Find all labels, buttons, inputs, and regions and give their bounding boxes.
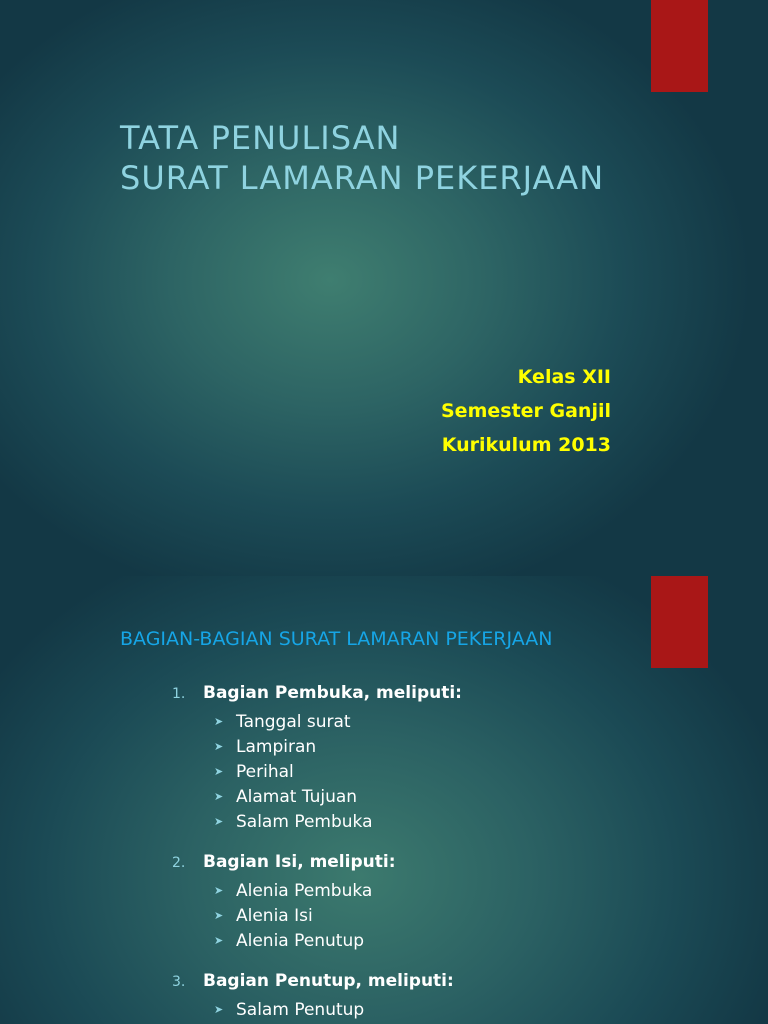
arrow-bullet-icon: ➤ bbox=[214, 909, 224, 922]
list-item bbox=[172, 734, 462, 759]
section-title: Bagian Pembuka, meliputi: bbox=[203, 683, 462, 703]
slide-2 bbox=[0, 576, 768, 1024]
subtitle-semester: Semester Ganjil bbox=[441, 400, 611, 422]
list-item bbox=[172, 809, 462, 834]
list-item bbox=[172, 759, 462, 784]
list-item bbox=[172, 997, 462, 1022]
section-number: 3. bbox=[172, 974, 186, 990]
list-item bbox=[172, 709, 462, 734]
title-line-1: TATA PENULISAN bbox=[120, 119, 401, 157]
subtitle-curriculum: Kurikulum 2013 bbox=[441, 434, 611, 456]
subtitle-class: Kelas XII bbox=[517, 366, 611, 388]
section-number: 2. bbox=[172, 855, 186, 871]
red-accent-tab bbox=[651, 0, 708, 92]
section-title: Bagian Isi, meliputi: bbox=[203, 852, 396, 872]
list-item-label: Alenia Penutup bbox=[236, 930, 365, 951]
list-item bbox=[172, 928, 462, 953]
list-item-label: Salam Pembuka bbox=[236, 811, 373, 832]
list-item bbox=[172, 784, 462, 809]
arrow-bullet-icon: ➤ bbox=[214, 884, 224, 897]
section-header bbox=[172, 683, 462, 709]
outline-section bbox=[172, 683, 462, 834]
list-item bbox=[172, 903, 462, 928]
list-item-label: Alamat Tujuan bbox=[236, 786, 358, 807]
section-outline bbox=[172, 683, 462, 1024]
section-header bbox=[172, 971, 462, 997]
section-header bbox=[172, 852, 462, 878]
outline-section bbox=[172, 971, 462, 1022]
slide-heading: BAGIAN-BAGIAN SURAT LAMARAN PEKERJAAN bbox=[120, 628, 553, 650]
section-title: Bagian Penutup, meliputi: bbox=[203, 971, 454, 991]
slide-subtitle bbox=[441, 360, 611, 462]
list-item-label: Alenia Isi bbox=[236, 905, 313, 926]
list-item-label: Salam Penutup bbox=[236, 999, 365, 1020]
arrow-bullet-icon: ➤ bbox=[214, 740, 224, 753]
list-item-label: Perihal bbox=[236, 761, 294, 782]
list-item bbox=[172, 878, 462, 903]
arrow-bullet-icon: ➤ bbox=[214, 934, 224, 947]
arrow-bullet-icon: ➤ bbox=[214, 815, 224, 828]
slide-title bbox=[120, 118, 604, 198]
list-item-label: Lampiran bbox=[236, 736, 317, 757]
arrow-bullet-icon: ➤ bbox=[214, 1003, 224, 1016]
list-item-label: Tanggal surat bbox=[236, 711, 351, 732]
title-line-2: SURAT LAMARAN PEKERJAAN bbox=[120, 159, 605, 197]
arrow-bullet-icon: ➤ bbox=[214, 765, 224, 778]
list-item-label: Alenia Pembuka bbox=[236, 880, 373, 901]
arrow-bullet-icon: ➤ bbox=[214, 790, 224, 803]
red-accent-tab bbox=[651, 576, 708, 668]
arrow-bullet-icon: ➤ bbox=[214, 715, 224, 728]
section-number: 1. bbox=[172, 686, 186, 702]
outline-section bbox=[172, 852, 462, 953]
